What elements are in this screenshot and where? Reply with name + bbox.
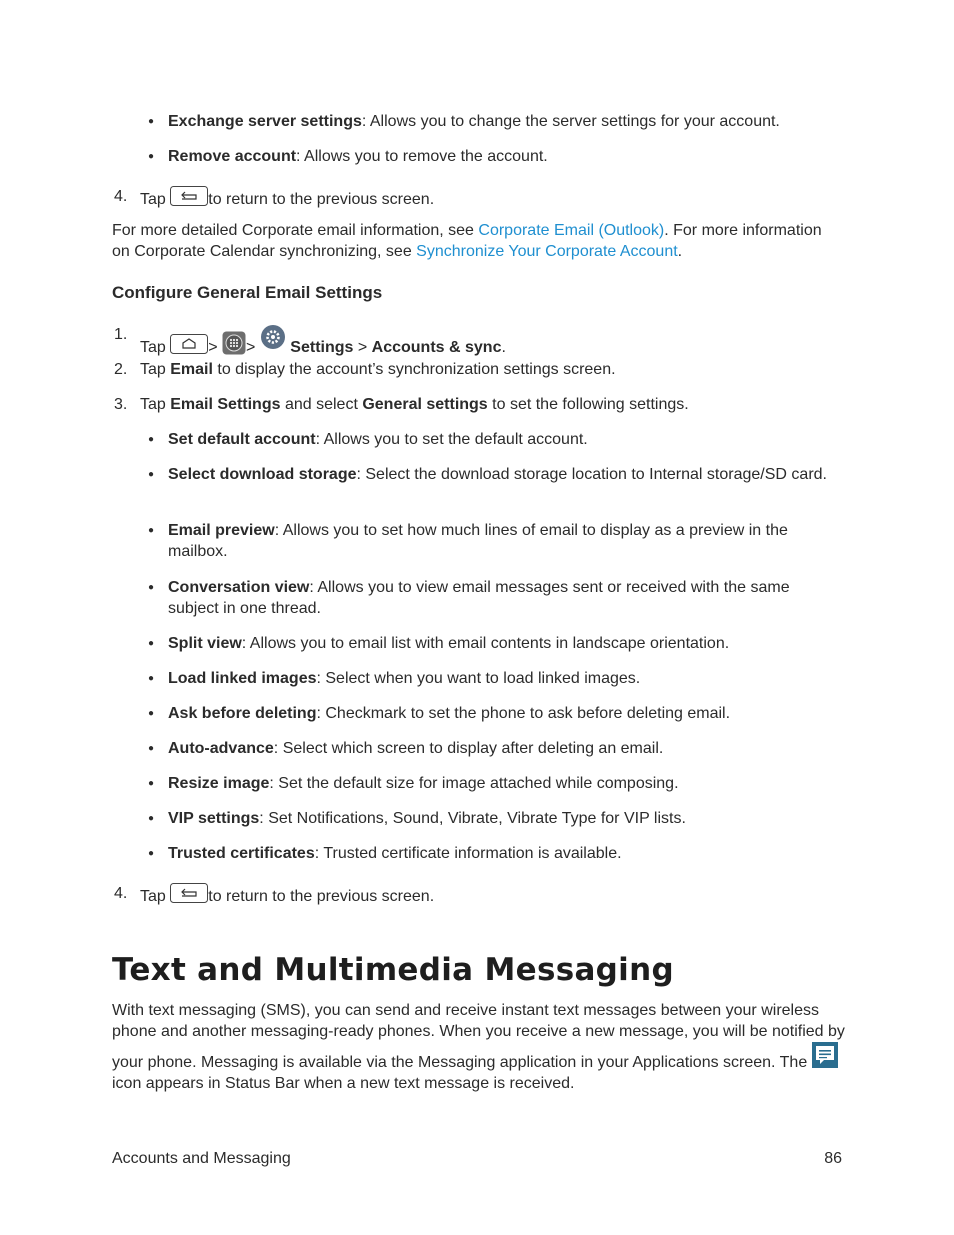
home-key-icon — [170, 334, 208, 355]
back-key-icon — [170, 186, 208, 207]
bullet-split-view: ● Split view: Allows you to email list with email contents in landscape orientation. — [148, 635, 730, 652]
message-notification-icon — [812, 1042, 838, 1068]
step-4-return-second: 4. Tap to return to the previous screen. — [114, 885, 435, 905]
step-3: 3. Tap Email Settings and select General settings to set the following settings. — [114, 396, 689, 413]
bullet-select-download-storage: ● Select download storage: Select the download storage location to Internal storage/SD card. — [148, 466, 827, 483]
footer-page-number: 86 — [824, 1150, 842, 1167]
bullet-dot: ● — [148, 116, 155, 127]
step-2: 2. Tap Email to display the account’s synchronization settings screen. — [114, 361, 616, 378]
settings-gear-icon — [260, 324, 286, 350]
bullet-dot: ● — [148, 151, 155, 162]
bullet-remove-account: ● Remove account: Allows you to remove the account. — [148, 148, 548, 165]
bullet-exchange-server-settings: ● Exchange server settings: Allows you to change the server settings for your account. — [148, 113, 780, 130]
bullet-auto-advance: ● Auto-advance: Select which screen to display after deleting an email. — [148, 740, 664, 757]
bullet-ask-before-deleting: ● Ask before deleting: Checkmark to set the phone to ask before deleting email. — [148, 705, 731, 722]
bullet-load-linked-images: ● Load linked images: Select when you want to load linked images. — [148, 670, 641, 687]
footer-section-name: Accounts and Messaging — [112, 1150, 291, 1167]
bullet-trusted-certificates: ● Trusted certificates: Trusted certificate information is available. — [148, 845, 622, 862]
back-key-icon — [170, 883, 208, 904]
bullet-vip-settings: ● VIP settings: Set Notifications, Sound, Vibrate, Vibrate Type for VIP lists. — [148, 810, 686, 827]
apps-icon — [222, 331, 246, 355]
bullet-set-default-account: ● Set default account: Allows you to set the default account. — [148, 431, 588, 448]
corporate-info-paragraph: For more detailed Corporate email information, see Corporate Email (Outlook). For more information on Corporate Calendar synchronizing, see Synchronize Your Corporate Account. — [112, 222, 822, 260]
bullet-email-preview: ● Email preview: Allows you to set how much lines of email to display as a preview in the mailbox. — [148, 522, 788, 560]
bullet-resize-image: ● Resize image: Set the default size for image attached while composing. — [148, 775, 679, 792]
bullet-conversation-view: ● Conversation view: Allows you to view email messages sent or received with the same subject in one thread. — [148, 579, 790, 617]
section-heading: Configure General Email Settings — [112, 283, 383, 302]
messaging-paragraph: With text messaging (SMS), you can send and receive instant text messages between your wireless phone and another messaging-ready phones. When you receive a new message, you will be notified by your phone. Messaging is available via the Messaging application in your Applications screen. The icon appears in Status Bar when a new text message is received. — [112, 1002, 845, 1092]
step-4-return: 4. Tap to return to the previous screen. — [114, 188, 435, 208]
step-1: 1. Tap > > Settings > Accounts & sync. — [114, 326, 506, 356]
corporate-email-link[interactable]: Corporate Email (Outlook) — [478, 222, 665, 239]
main-heading: Text and Multimedia Messaging — [112, 952, 674, 988]
synchronize-corporate-account-link[interactable]: Synchronize Your Corporate Account — [416, 243, 678, 260]
